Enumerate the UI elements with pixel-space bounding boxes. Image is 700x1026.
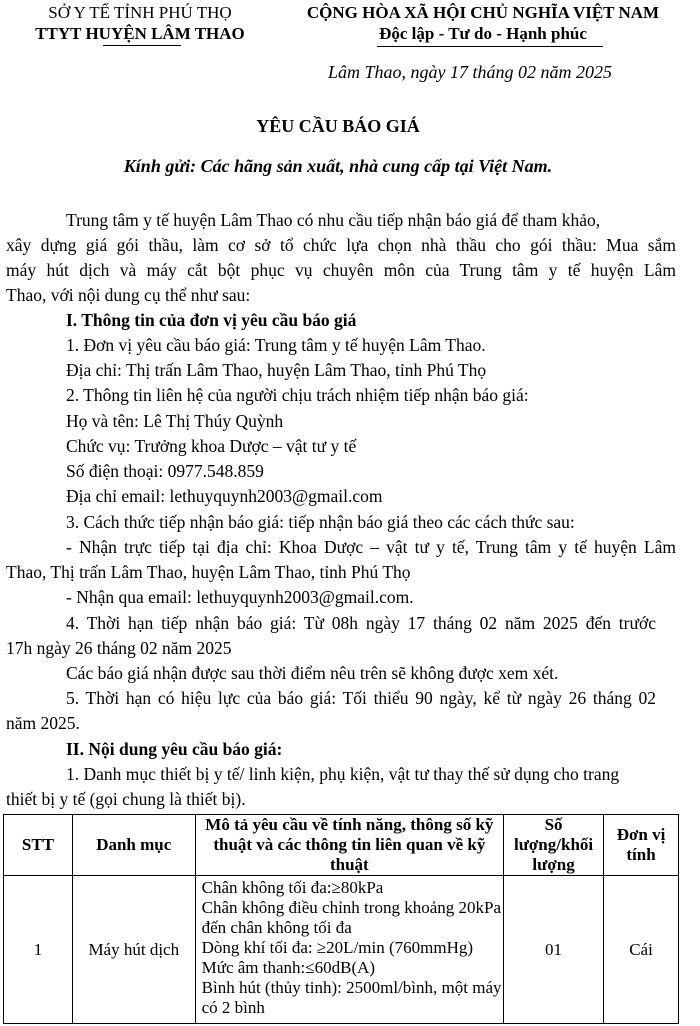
receiving-methods: 3. Cách thức tiếp nhận báo giá: tiếp nhận báo giá theo các cách thức sau: (66, 512, 575, 532)
header-left-underline (103, 45, 181, 46)
header-description: Mô tả yêu cầu về tính năng, thông số kỹ thuật và các thông tin liên quan về kỹ thuật (195, 815, 503, 876)
header-stt: STT (4, 815, 73, 876)
intro-line-1: Trung tâm y tế huyện Lâm Thao có nhu cầu tiếp nhận báo giá để tham khảo, (66, 210, 601, 230)
spec-line: Chân không tối đa:≥80kPa (201, 878, 384, 897)
row-quantity: 01 (504, 876, 604, 1024)
table-header-row (4, 815, 679, 876)
intro-line-4: Thao, với nội dung cụ thể như sau: (6, 285, 251, 305)
direct-delivery-line-1: - Nhận trực tiếp tại địa chỉ: Khoa Dược – vật tư y tế, Trung tâm y tế huyện Lâm (66, 537, 676, 557)
header-right-underline (377, 46, 603, 47)
equipment-list-line-1: 1. Danh mục thiết bị y tế/ linh kiện, phụ kiện, vật tư thay thế sử dụng cho trang (66, 764, 620, 784)
salutation (0, 156, 676, 177)
spec-line: Chân không điều chỉnh trong khoảng 20kPa đến chân không tối đa (201, 898, 501, 937)
direct-delivery-line-2: Thao, Thị trấn Lâm Thao, huyện Lâm Thao, tỉnh Phú Thọ (6, 562, 411, 582)
requesting-unit: 1. Đơn vị yêu cầu báo giá: Trung tâm y tế huyện Lâm Thao. (66, 335, 486, 355)
equipment-list-line-2: thiết bị y tế (gọi chung là thiết bị). (6, 789, 246, 809)
salutation-text: Kính gửi: Các hãng sản xuất, nhà cung cấp tại Việt Nam. (123, 156, 553, 176)
spec-line: Dòng khí tối đa: ≥20L/min (760mmHg) (201, 938, 474, 957)
motto: Độc lập - Tư do - Hạnh phúc (379, 24, 587, 43)
contact-email: Địa chỉ email: lethuyquynh2003@gmail.com (66, 486, 383, 506)
intro-line-3: máy hút dịch và máy cắt bột phục vụ chuyên môn của Trung tâm y tế huyện Lâm (6, 260, 676, 280)
agency-name: SỞ Y TẾ TỈNH PHÚ THỌ (48, 3, 232, 22)
email-delivery: - Nhận qua email: lethuyquynh2003@gmail.com. (66, 587, 414, 607)
equipment-table (3, 814, 679, 1024)
country-name: CỘNG HÒA XÃ HỘI CHỦ NGHĨA VIỆT NAM (306, 3, 660, 22)
validity-line-1: 5. Thời hạn có hiệu lực của báo giá: Tối thiểu 90 ngày, kể từ ngày 26 tháng 02 (66, 688, 656, 708)
contact-info-label: 2. Thông tin liên hệ của người chịu trách nhiệm tiếp nhận báo giá: (66, 385, 529, 405)
header-unit: Đơn vị tính (604, 815, 679, 876)
row-unit: Cái (604, 876, 679, 1024)
place-date: Lâm Thao, ngày 17 tháng 02 năm 2025 (328, 62, 613, 82)
unit-name: TTYT HUYỆN LÂM THAO (35, 24, 245, 43)
deadline-line-1: 4. Thời hạn tiếp nhận báo giá: Từ 08h ngày 17 tháng 02 năm 2025 đến trước (66, 613, 656, 633)
intro-line-2: xây dựng giá gói thầu, làm cơ sở tổ chức lựa chọn nhà thầu cho gói thầu: Mua sắm (6, 235, 676, 255)
document-title: YÊU CẦU BÁO GIÁ (256, 116, 420, 136)
validity-line-2: năm 2025. (6, 713, 80, 733)
late-submission-note: Các báo giá nhận được sau thời điểm nêu trên sẽ không được xem xét. (66, 663, 559, 683)
section-1-heading: I. Thông tin của đơn vị yêu cầu báo giá (66, 310, 357, 330)
row-description (195, 876, 503, 1024)
contact-name: Họ và tên: Lê Thị Thúy Quỳnh (66, 411, 284, 431)
spec-line: Mức âm thanh:≤60dB(A) (201, 958, 376, 977)
section-2-heading: II. Nội dung yêu cầu báo giá: (66, 739, 283, 759)
header-quantity: Số lượng/khối lượng (504, 815, 604, 876)
contact-position: Chức vụ: Trưởng khoa Dược – vật tư y tế (66, 436, 357, 456)
unit-address: Địa chỉ: Thị trấn Lâm Thao, huyện Lâm Thao, tỉnh Phú Thọ (66, 360, 487, 380)
row-stt: 1 (4, 876, 73, 1024)
row-category: Máy hút dịch (72, 876, 195, 1024)
table-row (4, 876, 679, 1024)
deadline-line-2: 17h ngày 26 tháng 02 năm 2025 (6, 638, 232, 658)
spec-line: Bình hút (thủy tinh): 2500ml/bình, một máy có 2 bình (201, 978, 502, 1017)
header-category: Danh mục (72, 815, 195, 876)
contact-phone: Số điện thoại: 0977.548.859 (66, 461, 264, 481)
